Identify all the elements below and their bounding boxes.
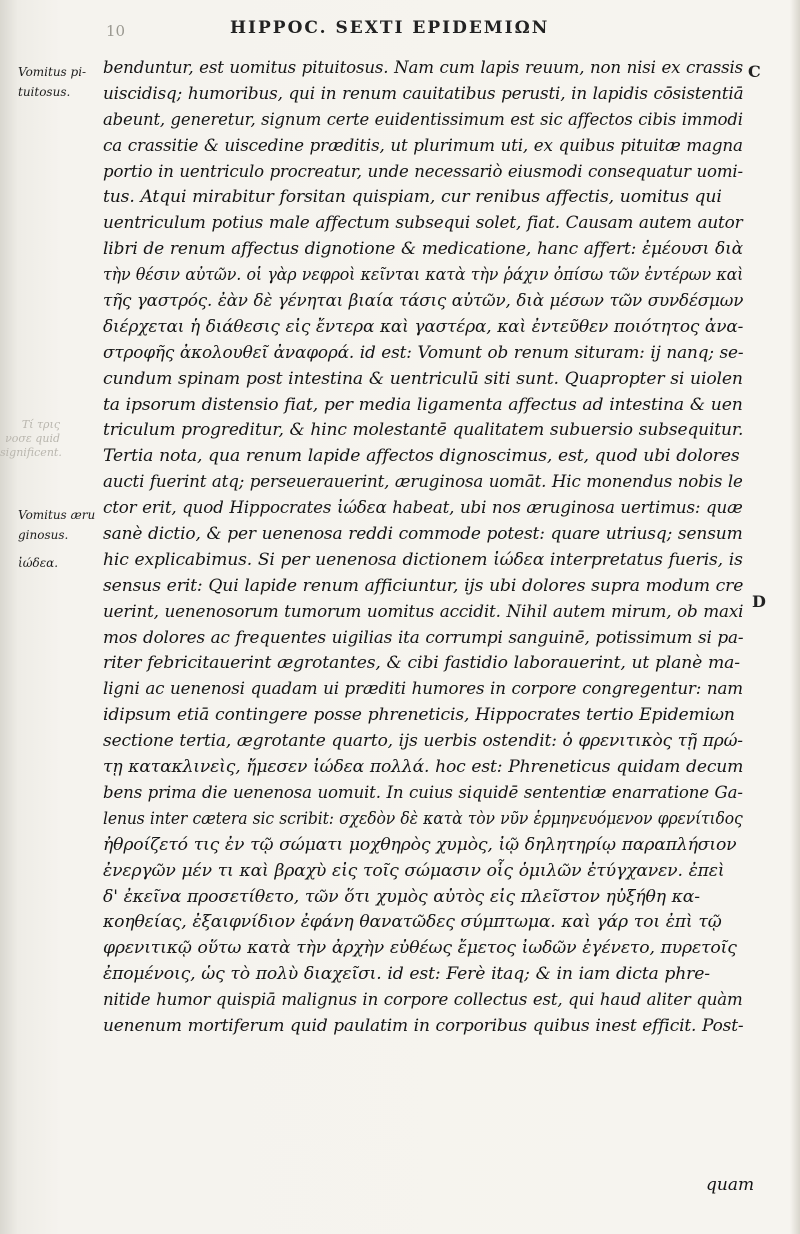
margin-note-vomitus-pituitosus (18, 62, 102, 102)
text-line: cundum spinam post intestina & uentriculū siti sunt. Quapropter si uiolen (103, 368, 743, 389)
text-line: sectione tertia, ægrotante quarto, ijs uerbis ostendit: ὁ φρενιτικὸς τῇ πρώ- (103, 731, 743, 752)
text-line: ἐνεργῶν μέν τι καὶ βραχὺ εἰς τοῖς σώμασιν οἷς ὁμιλῶν ἐτύγχανεν. ἐπεὶ (103, 860, 725, 881)
margin-note-line: Vomitus æru (18, 508, 96, 522)
text-line: Tertia nota, qua renum lapide affectos dignoscimus, est, quod ubi dolores (103, 446, 740, 467)
text-line: bens prima die uenenosa uomuit. In cuius siquidē sententiæ enarratione Ga- (103, 782, 743, 803)
bleed-through-note (0, 418, 60, 460)
text-line: libri de renum affectus dignotione & medicatione, hanc affert: ἐμέουσι διὰ (103, 239, 743, 260)
text-line: portio in uentriculo procreatur, unde necessariò eiusmodi consequatur uomi- (103, 161, 743, 182)
text-line: ligni ac uenenosi quadam ui præditi humores in corpore congregentur: nam (103, 679, 743, 700)
text-line: uerint, uenenosorum tumorum uomitus accidit. Nihil autem mirum, ob maxi (103, 601, 744, 622)
catchword: quam (706, 1175, 755, 1195)
text-line: ca crassitie & uiscedine præditis, ut plurimum uti, ex quibus pituitæ magna (103, 135, 743, 156)
text-line: στροφῆς ἀκολουθεῖ ἀναφορά. id est: Vomunt ob renum situram: ij nanq; se- (103, 342, 744, 363)
text-line: τὴν θέσιν αὐτῶν. οἱ γὰρ νεφροὶ κεῖνται κατὰ τὴν ῥάχιν ὀπίσω τῶν ἐντέρων καὶ (103, 265, 744, 286)
text-line: uiscidisq; humoribus, qui in renum cauitatibus perusti, in lapidis cōsistentiā (103, 83, 744, 104)
text-line: τῃ κατακλινεὶς, ἤμεσεν ἰώδεα πολλά. hoc est: Phreneticus quidam decum (103, 757, 744, 778)
text-line: triculum progreditur, & hinc molestantē qualitatem subuersio subsequitur. (103, 420, 744, 441)
text-line: τῆς γαστρός. ἐὰν δὲ γένηται βιαία τάσις αὐτῶν, διὰ μέσων τῶν συνδέσμων (103, 291, 744, 312)
text-line: sensus erit: Qui lapide renum afficiuntur, ijs ubi dolores supra modum cre (103, 575, 743, 596)
text-line: benduntur, est uomitus pituitosus. Nam cum lapis reuum, non nisi ex crassis (103, 58, 744, 78)
text-line: ἐπομένοις, ὡς τὸ πολὺ διαχεῖσι. id est: Ferè itaq; & in iam dicta phre- (103, 964, 710, 985)
text-line: φρενιτικῷ οὕτω κατὰ τὴν ἀρχὴν εὐθέως ἔμετος ἰωδῶν ἐγένετο, πυρετοῖς (103, 938, 737, 959)
margin-note-vomitus-aeruginosus (18, 505, 102, 573)
text-line: κοηθείας, ἐξαιφνίδιον ἐφάνη θανατῶδες σύμπτωμα. καὶ γάρ τοι ἐπὶ τῷ (103, 912, 722, 933)
margin-note-line: Vomitus pi- (18, 65, 87, 79)
text-line: sanè dictio, & per uenenosa reddi commode potest: quare utriusq; sensum (103, 524, 743, 545)
text-line: uentriculum potius male affectum subsequi solet, fiat. Causam autem autor (103, 213, 743, 234)
text-line: uenenum mortiferum quid paulatim in corporibus quibus inest efficit. Post- (103, 1015, 744, 1036)
text-line: mos dolores ac frequentes uigilias ita corrumpi sanguinē, potissimum si pa- (103, 627, 744, 648)
text-line: ctor erit, quod Hippocrates ἰώδεα habeat, ubi nos æruginosa uertimus: quæ (103, 498, 743, 519)
text-line: tus. Atqui mirabitur forsitan quispiam, cur renibus affectis, uomitus qui (103, 187, 722, 208)
text-line: ta ipsorum distensio fiat, per media ligamenta affectus ad intestina & uen (103, 394, 743, 415)
margin-note-greek: ἰώδεα. (18, 556, 59, 570)
text-line: riter febricitauerint ægrotantes, & cibi fastidio laborauerint, ut planè ma- (103, 653, 740, 674)
text-line: nitide humor quispiā malignus in corpore collectus est, qui haud aliter quàm (103, 990, 743, 1011)
text-line: διέρχεται ἡ διάθεσις εἰς ἔντερα καὶ γαστέρα, καὶ ἐντεῦθεν ποιότητος ἀνα- (103, 316, 744, 337)
running-title: HIPPOC. SEXTI EPIDEMIΩN (230, 18, 550, 38)
main-text-block (103, 56, 743, 1040)
margin-note-line: ginosus. (18, 528, 69, 542)
text-line: idipsum etiā contingere posse phreneticis, Hippocrates tertio Epidemiωn (103, 705, 735, 726)
text-line: aucti fuerint atq; perseuerauerint, æruginosa uomāt. Hic monendus nobis le (103, 472, 743, 493)
text-line: δ' ἐκεῖνα προσετίθετο, τῶν ὅτι χυμὸς αὐτὸς εἰς πλεῖστον ηὐξήθη κα- (103, 886, 700, 907)
text-line: ἠθροίζετό τις ἐν τῷ σώματι μοχθηρὸς χυμὸς, ἰῷ δηλητηρίῳ παραπλήσιον (103, 834, 737, 855)
page-folio: 10 (106, 22, 126, 40)
section-marker-c: C (748, 62, 761, 81)
page-edge-shadow (790, 0, 800, 1234)
bleed-through-line: Τί τρις νοσε quid (5, 418, 60, 445)
section-marker-d: D (752, 592, 766, 611)
margin-note-line: tuitosus. (18, 85, 71, 99)
text-line: hic explicabimus. Si per uenenosa dictionem ἰώδεα interpretatus fueris, is (103, 549, 743, 570)
bleed-through-line: significent. (0, 446, 62, 459)
text-line: abeunt, generetur, signum certe euidentissimum est sic affectos cibis immodi (103, 109, 743, 130)
text-line: lenus inter cætera sic scribit: σχεδὸν δὲ κατὰ τὸν νῦν ἑρμηνευόμενον φρενίτιδος (103, 808, 743, 829)
